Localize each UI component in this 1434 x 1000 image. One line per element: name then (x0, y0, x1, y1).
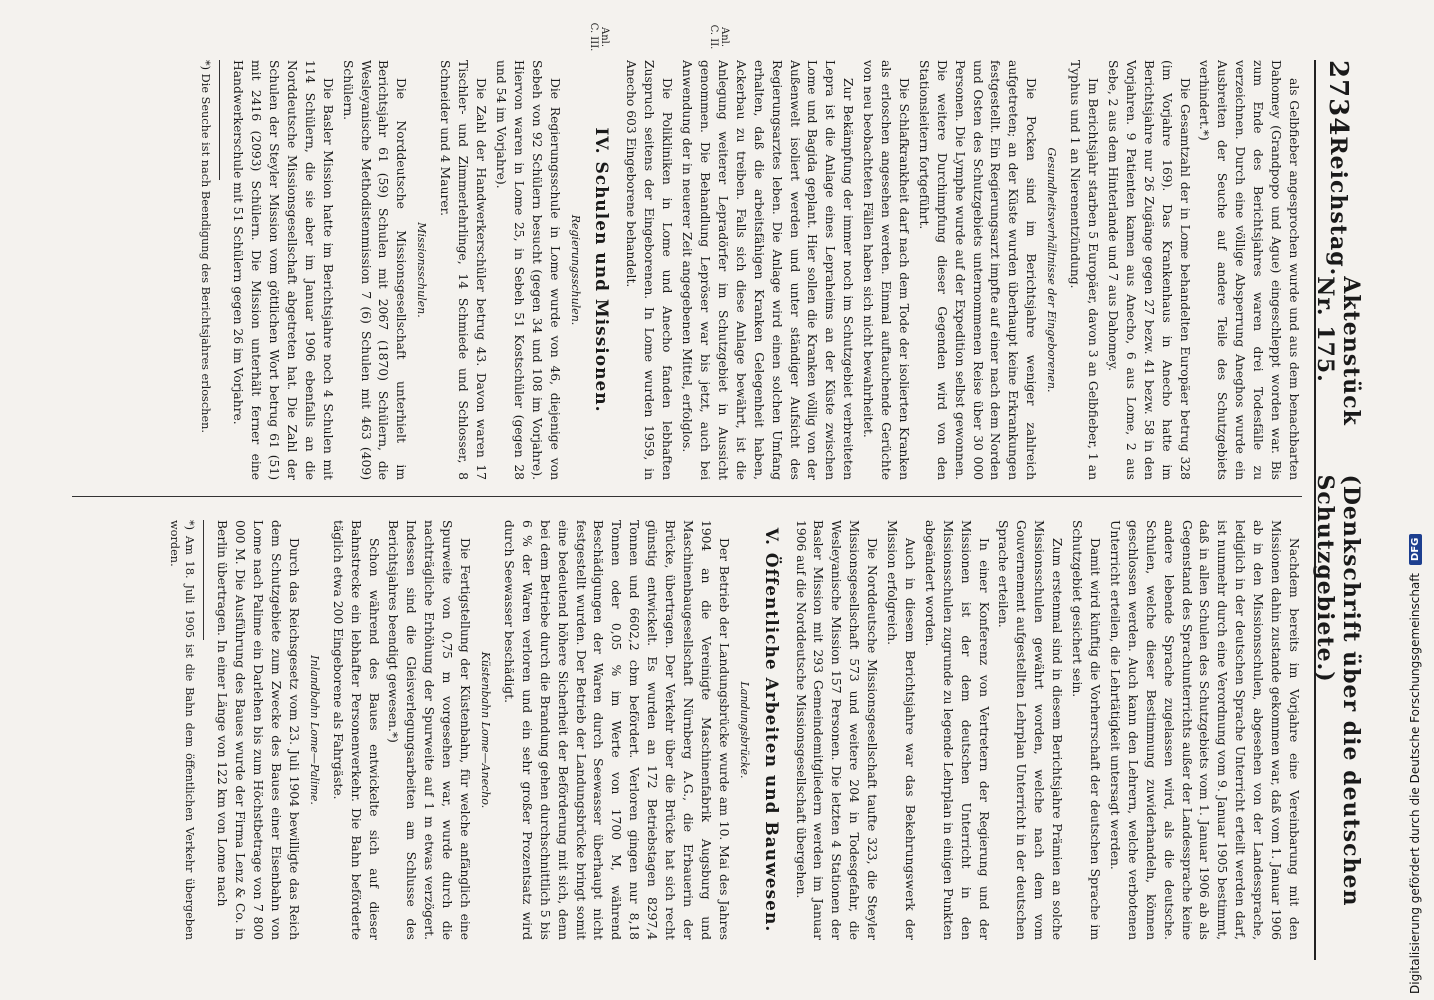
footnote-rule (203, 520, 204, 640)
paragraph: Die Schlafkrankheit darf nach dem Tode der isolierten Kranken als erloschen angesehen werden. Einmal auftauchende Gerüchte von neu beobachteten Fällen haben sich nicht bewahrheitet. (861, 60, 911, 480)
paragraph: als Gelbfieber angesprochen wurde und aus dem benachbarten Dahomey (Grandpopo und Ague) eingeschleppt worden war. Bis zum Ende des Berichtsjahres waren drei Todesfälle zu verzeichnen. Durch eine völlige Absperrung Aneghos wurde ein Ausbreiten der Seuche auf andere Teile des Schutzgebiets verhindert.*) (1197, 60, 1301, 480)
paragraph: Zum erstenmal sind in diesem Berichtsjahre Prämien an solche Missionsschulen gewährt worden, welche nach dem vom Gouvernement aufgestellten Lehrplan Unterricht in der deutschen Sprache erteilen. (996, 520, 1065, 940)
section-heading: V. Öffentliche Arbeiten und Bauwesen. (760, 527, 781, 933)
paragraph: Auch in diesem Berichtsjahre war das Bekehrungswerk der Mission erfolgreich. (885, 520, 917, 940)
footnote: *) Die Seuche ist nach Beendigung des Berichtsjahres erloschen. (199, 60, 213, 434)
footnote: *) Am 18. Juli 1905 ist die Bahn dem öffentlichen Verkehr übergeben worden. (167, 520, 197, 940)
paragraph: Die Basler Mission hatte im Berichtsjahre noch 4 Schulen mit 114 Schülern, die sie aber im Januar 1906 ebenfalls an die Norddeutsche Missionsgesellschaft abgetreten hat. Die Zahl der Schulen der Steyler Mission vom göttlichen Wort betrug 61 (51) mit 2416 (2093) Schülern. Die Mission unterhält ferner eine Handwerkerschule mit 51 Schülern gegen 26 im Vorjahre. (231, 60, 335, 480)
paragraph: Die Polikliniken in Lome und Anecho fanden lebhaften Zuspruch seitens der Eingeborenen. In Lome wurden 1959, in Anecho 603 Eingeborene behandelt. (624, 60, 675, 480)
subheading: Inlandbahn Lome—Palime. (307, 655, 321, 805)
subheading: Landungsbrücke. (737, 681, 751, 779)
paragraph: Die Norddeutsche Missionsgesellschaft unterhielt im Berichtsjahr 61 (59) Schulen mit 2067 (1870) Schülern, die Wesleyanische Methodistenmission 7 (6) Schulen mit 463 (409) Schülern. (340, 60, 409, 480)
paragraph: Die Pocken sind im Berichtsjahre weniger zahlreich aufgetreten; an der Küste wurden überhaupt keine Erkrankungen festgestellt. Ein Regierungsarzt impfte auf einer nach dem Norden und Osten des Schutzgebiets unternommenen Reise über 30 000 Personen. Die Lymphe wurde auf der Expedition selbst gewonnen. Die weitere Durchimpfung dieser Gegenden wird von den Stationsleitern fortgeführt. (916, 60, 1039, 480)
paragraph: Die Fertigstellung der Küstenbahn, für welche anfänglich eine Spurweite von 0,75 m vorgesehen war, wurde durch die nachträgliche Erhöhung der Spurweite auf 1 m etwas verzögert. Indessen sind die Gleisverlegungsarbeiten am Schlusse des Berichtsjahres beendigt gewesen.*) (386, 520, 473, 940)
header-center: Aktenstück Nr. 175. (1312, 276, 1364, 426)
right-column (72, 520, 1302, 940)
header-right: (Denkschrift über die deutschen Schutzgebiete.) (1312, 474, 1364, 907)
credit-text: Digitalisierung gefördert durch die Deutsche Forschungsgemeinschaft (1408, 572, 1422, 994)
subheading: Küstenbahn Lome—Anecho. (479, 651, 493, 809)
left-column (72, 60, 1302, 480)
paragraph: Die Gesamtzahl der in Lome behandelten Europäer betrug 328 (im Vorjahre 169). Das Krankenhaus in Anecho hatte im Berichtsjahre nur 26 Zugänge gegen 27 bezw. 41 bezw. 58 in den Vorjahren. 9 Patienten kamen aus Anecho, 6 aus Lome, 2 aus Sebe, 2 aus dem Hinterlande und 7 aus Dahomey. (1105, 60, 1192, 480)
digitization-credit (1404, 0, 1426, 1000)
paragraph: Schon während des Baues entwickelte sich auf dieser Bahnstrecke ein lebhafter Personenverkehr. Die Bahn beförderte täglich etwa 200 Eingeborene als Fahrgäste. (330, 520, 381, 940)
page-number: 2734 (1323, 60, 1353, 137)
header-left: Reichstag. (1325, 136, 1351, 277)
paragraph: Die Regierungsschule in Lome wurde von 46, diejenige von Sebeh von 92 Schülern besucht (gegen 34 und 108 im Vorjahre). Hiervon waren in Lome 25, in Sebeh 51 Kostschüler (gegen 28 und 54 im Vorjahre). (493, 60, 562, 480)
paragraph: Der Betrieb der Landungsbrücke wurde am 10. Mai des Jahres 1904 an die Vereinigte Maschinenfabrik Augsburg und Maschinenbaugesellschaft Nürnberg A.G., die Erbauerin der Brücke, übertragen. Der Verkehr über die Brücke hat sich recht günstig entwickelt. Es wurden an 172 Betriebstagen 8297,4 Tonnen und 6602,2 cbm befördert. Verloren gingen nur 8,18 Tonnen oder 0,05 % im Werte von 1700 M, während Beschädigungen der Waren durch Seewasser überhaupt nicht festgestellt wurden. Der Betrieb der Landungsbrücke bringt somit eine bedeutend höhere Sicherheit der Beförderung mit sich, denn bei dem Betriebe durch die Brandung gehen durchschnittlich 5 bis 6 % der Waren verloren und ein sehr großer Prozentsatz wird durch Seewasser beschädigt. (501, 520, 731, 940)
subheading: Missionsschulen. (415, 222, 429, 318)
margin-note: Anl. C. II. (708, 24, 730, 50)
dfg-logo: DFG (1409, 534, 1422, 565)
section-heading: IV. Schulen und Missionen. (591, 127, 612, 413)
paragraph: Durch das Reichsgesetz vom 23. Juli 1904 bewilligte das Reich dem Schutzgebiete zum Zwecke des Baues einer Eisenbahn von Lome nach Palime ein Darlehen bis zum Höchstbetrage von 7 800 000 M. Die Ausführung des Baues wurde der Firma Lenz & Co. in Berlin übertragen. In einer Länge von 122 km von Lome nach (215, 520, 301, 940)
subheading: Regierungsschulen. (568, 214, 582, 326)
page-header (1312, 60, 1364, 960)
paragraph: Nachdem bereits im Vorjahre eine Vereinbarung mit den Missionen dahin zustande gekommen war, daß vom 1. Januar 1906 ab in den Missionsschulen, abgesehen von der Landessprache, lediglich in der deutschen Sprache Unterricht erteilt werden darf, ist nunmehr durch eine Verordnung vom 9. Januar 1905 bestimmt, daß in allen Schulen des Schutzgebiets vom 1. Januar 1906 ab als Gegenstand des Sprachunterrichts außer der Landessprache keine andere lebende Sprache zugelassen wird, als die deutsche. Schulen, welche dieser Bestimmung zuwiderhandeln, können geschlossen werden. Auch kann den Lehrern, welche verbotenen Unterricht erteilen, die Lehrtätigkeit untersagt werden. (1107, 520, 1301, 940)
paragraph: Damit wird künftig die Vorherrschaft der deutschen Sprache im Schutzgebiet gesichert sein. (1070, 520, 1103, 940)
column-divider (72, 496, 1302, 497)
paragraph: Zur Bekämpfung der immer noch im Schutzgebiet verbreiteten Lepra ist die Anlage eines Lepraheims an der Küste zwischen Lome und Bagida geplant. Hier sollen die Kranken völlig von der Außenwelt isoliert werden und unter ständiger Aufsicht des Regierungsarztes leben. Die Anlage wird einen solchen Umfang erhalten, daß die arbeitsfähigen Kranken Gelegenheit haben, Ackerbau zu treiben. Falls sich diese Anlage bewährt, ist die Anlegung weiterer Lepradörfer im Schutzgebiet in Aussicht genommen. Die Behandlung Lepröser war bis jetzt, auch bei Anwendung der in neuerer Zeit angegebenen Mittel, erfolglos. (680, 60, 856, 480)
paragraph: Im Berichtsjahr starben 5 Europäer, davon 3 an Gelbfieber, 1 an Typhus und 1 an Nierenentzündung. (1068, 60, 1101, 480)
subheading: Gesundheitsverhältnisse der Eingeborenen. (1045, 147, 1059, 393)
paragraph: Die Zahl der Handwerkerschüler betrug 43. Davon waren 17 Tischler- und Zimmerlehrlinge, 14 Schmiede und Schlosser, 8 Schneider und 4 Maurer. (438, 60, 489, 480)
paragraph: In einer Konferenz von Vertretern der Regierung und der Missionen ist der dem deutschen Unterricht in den Missionsschulen zugrunde zu legende Lehrplan in einigen Punkten abgeändert worden. (922, 520, 991, 940)
paragraph: Die Norddeutsche Missionsgesellschaft taufte 323, die Steyler Missionsgesellschaft 573 und weitere 204 in Todesgefahr, die Wesleyanische Mission 157 Personen. Die letzten 4 Stationen der Basler Mission mit 293 Gemeindemitgliedern werden im Januar 1906 auf die Norddeutsche Missionsgesellschaft übergehen. (793, 520, 880, 940)
margin-note: Anl. C. III. (588, 22, 610, 52)
footnote-rule (219, 60, 220, 180)
